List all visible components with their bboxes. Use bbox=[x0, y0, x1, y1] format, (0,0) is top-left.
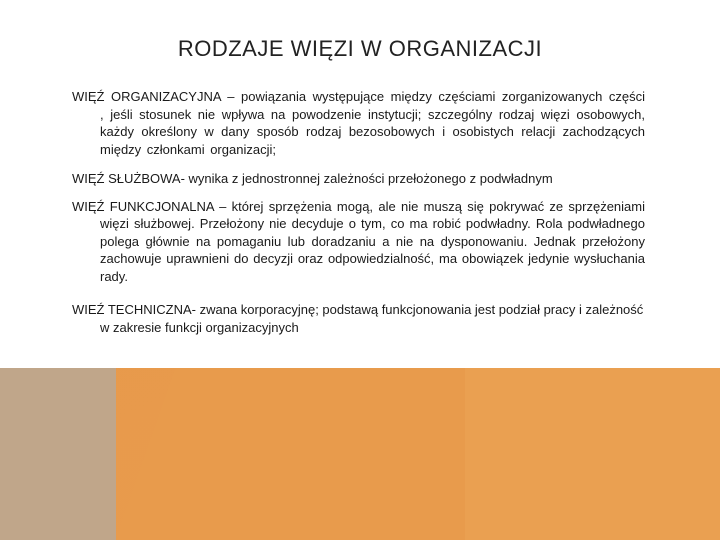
footer-band-right bbox=[465, 368, 720, 540]
paragraph-organizational-bond: WIĘŹ ORGANIZACYJNA – powiązania występujące między częściami zorganizowanych części , jeśli stosunek nie wpływa na powodzenie instytucji; szczególny rodzaj więzi osobowych, każdy określony w dany sposób rodzaj bezosobowych i osobistych relacji zachodzących między członkami organizacji; bbox=[72, 89, 645, 157]
footer-band-left bbox=[0, 368, 116, 540]
paragraph-technical-bond: WIEŹ TECHNICZNA- zwana korporacyjnę; podstawą funkcjonowania jest podział pracy i zależność w zakresie funkcji organizacyjnych bbox=[72, 302, 644, 335]
paragraph-official-bond: WIĘŹ SŁUŻBOWA- wynika z jednostronnej zależności przełożonego z podwładnym bbox=[72, 171, 553, 186]
paragraph-functional-bond: WIĘŹ FUNKCJONALNA – której sprzężenia mogą, ale nie muszą się pokrywać ze sprzężeniami więzi służbowej. Przełożony nie decyduje o tym, co ma robić podwładny. Rola podwładnego polega głównie na pomaganiu lub doradzaniu a nie na dysponowaniu. Jednak przełożony zachowuje uprawnieni do decyzji oraz odpowiedzialność, ma obowiązek jedynie wysłuchania rady. bbox=[72, 198, 645, 284]
slide-body bbox=[72, 88, 645, 336]
slide-title: RODZAJE WIĘZI W ORGANIZACJI bbox=[177, 36, 543, 61]
decorative-footer-band bbox=[0, 368, 720, 540]
